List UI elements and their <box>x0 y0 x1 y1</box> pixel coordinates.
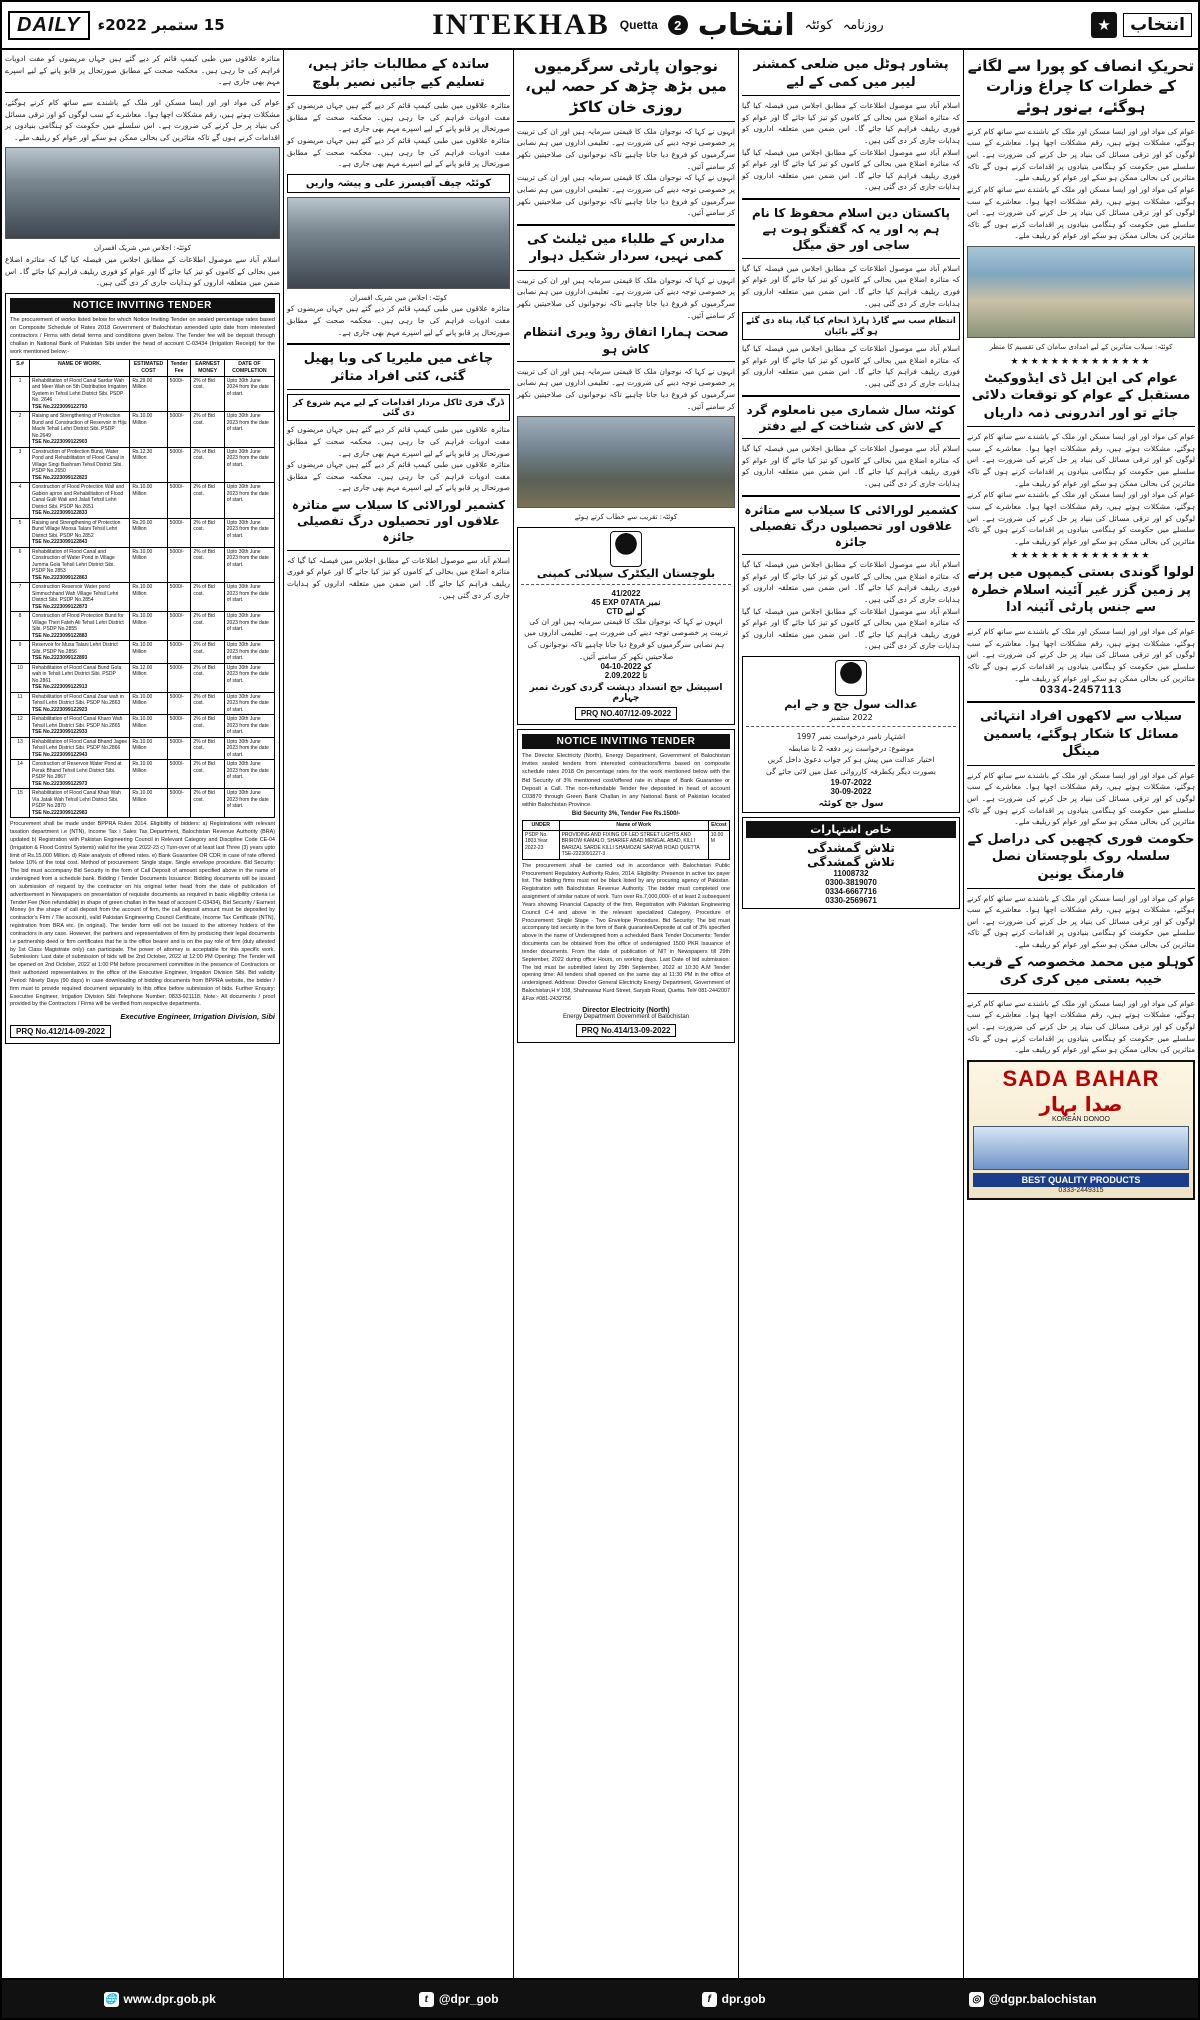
table-row <box>523 830 730 859</box>
footer-twitter[interactable] <box>419 1992 499 2007</box>
tender-notice-left <box>5 293 280 1044</box>
tender-footer-left: Procurement shall be made under BPPRA Rules 2014. Eligibility of bidders: a) Registrations with relevant taxation department i.e (NTN), Income Tax i Sales Tax Department, Balochistan Revenue Authority (BRA) updated b) Registration with Pakistan Engineering Council in Relevant Category and Discipline Code CE-04 (Irrigation & Flood Control Systems) valid for the year 2022-23 c) Turn-over of at least last Three (3) years upto limit of Rs.15.000 Million. d) Rate analysis of offered rates. e) Bank Guarantee OR CDR in case of rate offered below 10% of the total cost. Method of procurement: Single stage. Single envelope procedure. Bid Security: The bid must accompany Bid Security in the form of Call Deposit of amount specified above in the name of undersigned from a schedule bank. Bidding / Tender Documents Issuance: Bidding documents will be issued on submission of request by the contractor on his original letter head from the date of publication of advertisement in Newspapers on presentation of requisite documents as required in basic eligibility criteria i.e Tender Fee (Non refundable) in shape of green challan in the head of account C-03434), Bid Security / Earnest Money (in the shape of call deposit from the account of firm, the call deposit amount must be deposited by contractor's Firm / Tile account), valid Pakistan Engineering Council Certificate, Income Tax Certificate (NTN), registration from BRA etc. (in original). The tender form will not be issued to the attorney holders of the contractors in any case. However, the partners and representatives of firm by producing their legal documents i.e partnership deed or firm certificates that he is the office bearer and is on the pay role of firm (duly attested by 1st Class Magistrate only) can participate. The power of attorney is acceptable for this specific work. Submission: Last date of submission of bids will be 2nd October, 2022 at 12:00 PM Opening: The Tender will be opened on 2nd October, 2022 at 1:00 PM before procurement committee in the presence of Contractors or their authorized representatives in the office of the Executive Engineer, Irrigation Division Sibi. Bid validity Period: Ninety Days (90 days) in case downloading of bidding documents from BPPRA website, the bidder / firm must to provide required document separately to this office before submission of bids. Further Enquiry: Executive Engineer, Irrigation Division Sibi Telephone Number: 0833-921118. Note:- All documents / proof provided by the Contractors / Firms will be verified from respective departments. <box>10 821 275 1008</box>
cell-earnest-money: 2% of Bid cost. <box>191 518 224 547</box>
ad-strip: BEST QUALITY PRODUCTS <box>973 1173 1189 1187</box>
cell-estimated-cost: Rs.10.00 Million <box>130 412 167 448</box>
m1-kicker: انتظام سب سے گارڈ ہارڈ انجام کیا گیا، پناہ دی گئے ہو گئے بائیان <box>742 312 960 340</box>
m3-body-1b: متاثرہ علاقوں میں طبی کیمپ قائم کر دیے گئے ہیں جہاں مریضوں کو مفت ادویات فراہم کی جا رہی ہیں۔ محکمہ صحت کے مطابق صورتحال پر قابو پانے کے لیے اسپرے مہم بھی جاری ہے۔ <box>287 135 510 169</box>
subtitle-urdu: روزنامہ <box>842 17 884 33</box>
m3-headline-1: ساتدہ کے مطالبات جائز ہیں، تسلیم کیے جائیں نصیر بلوچ <box>307 57 490 90</box>
headline-3: لولوا گوندی بستی کیمپوں میں پرنے پر زمین گزر غیر آئینہ اسلام خطرہ سے جنس پارٹی آئینہ ادا <box>967 565 1195 616</box>
cell-tender-fee: 5000/- <box>167 692 191 715</box>
notice-signature: اسپیشل جج انسداد دہشت گردی کورٹ نمبر چہارم <box>529 683 723 704</box>
ad-phone: 0333-2449315 <box>1058 1186 1104 1194</box>
cell-date-of-completion: Upto 30th June 2023 from the date of start. <box>224 789 274 818</box>
cell-date-of-completion: Upto 30th June 2023 from the date of start. <box>224 583 274 612</box>
cell-date-of-completion: Upto 30th June 2023 from the date of start. <box>224 447 274 483</box>
classified-line-1: تلاش گمشدگی <box>807 840 895 855</box>
city-english: Quetta <box>619 18 658 32</box>
court-notice-heading: عدالت سول جج و جے ایم <box>784 698 918 712</box>
th-cost: E/cost <box>708 820 729 830</box>
cell-earnest-money: 2% of Bid cost. <box>191 692 224 715</box>
divider-stars-2: ★★★★★★★★★★★★★★ <box>1010 550 1152 561</box>
table-row <box>11 518 275 547</box>
cell-earnest-money: 2% of Bid cost. <box>191 789 224 818</box>
footer-facebook[interactable] <box>702 1992 766 2007</box>
m3-headline-2: چاغی میں ملیریا کی وبا پھیل گئی، کئی افراد متاثر <box>303 351 494 384</box>
title-urdu: انتخاب <box>697 7 795 43</box>
column-left <box>2 50 283 1980</box>
table-row <box>11 737 275 760</box>
th-name-of-work: NAME OF WORK. <box>30 360 130 377</box>
facebook-icon: f <box>702 1992 717 2007</box>
cell-date-of-completion: Upto 30th June 2023 from the date of start. <box>224 612 274 641</box>
cell-sno: 4 <box>11 483 30 519</box>
cell-earnest-money: 2% of Bid cost. <box>191 547 224 583</box>
court-notice-date-1: 19-07-2022 <box>830 777 872 787</box>
table-row <box>11 583 275 612</box>
prq-number-left: PRQ No.412/14-09-2022 <box>10 1025 111 1038</box>
m3-body-4: اسلام آباد سے موصول اطلاعات کے مطابق اجلاس میں فیصلہ کیا گیا کہ متاثرہ اضلاع میں بحالی کے کاموں کو تیز کیا جائے گا اور عوام کو فوری ریلیف فراہم کیا جائے گا۔ اس ضمن میں متعلقہ اداروں کو ہدایات جاری کر دی گئی ہیں۔ <box>287 555 510 600</box>
twitter-icon: t <box>419 1992 434 2007</box>
news-photo-meeting <box>287 197 510 289</box>
cell-estimated-cost: Rs.12.00 Million <box>130 663 167 692</box>
title-english: INTEKHAB <box>432 8 610 41</box>
left-body-2: عوام کی مواد اور اور ایسا مسکن اور ملک کے باشندے سے ساتھ کام کرنے ہوگئے، مشکلات ہوتے ہیں، رقم مشکلات اچھا ہوا۔ معاشرے کے سب لوگوں کو اور ترقی مسائل کی بنیاد پر حل کرنے کی ضرورت ہے۔ اس سلسلے میں حکومت کو ہنگامی بنیادوں پر اقدامات کرنے ہوں گے تاکہ متاثرین کی بحالی ممکن ہو سکے اور عوام کو ریلیف ملے۔ <box>5 97 280 142</box>
headline-6: کوہلو میں محمد مخصوصہ کے قریب خیبہ بستی میں کری کری <box>967 954 1195 988</box>
cell-date-of-completion: Upto 30th June 2023 from the date of start. <box>224 760 274 789</box>
star-icon: ★ <box>1091 12 1117 38</box>
cell-under: PSDP No. 1803 Year 2022-23 <box>523 830 560 859</box>
advertisement[interactable] <box>967 1060 1195 1200</box>
ad-brand-english: SADA BAHAR <box>1002 1065 1160 1091</box>
cell-date-of-completion: Upto 30th June 2023 from the date of start. <box>224 737 274 760</box>
th-under: UNDER <box>523 820 560 830</box>
classified-phone-4: 0330-2569671 <box>825 895 877 905</box>
cell-name-of-work: Rehabilitation of Flood Canal and Construction of Water Pond in Village Jumma Gola Tehsil Lehri District Sibi. PSDP No.2853 TSE No.2223099122863 <box>30 547 130 583</box>
electricity-notice-title: بلوچستان الیکٹرک سپلائی کمپنی <box>536 566 716 580</box>
tender-signature-2: Energy Department Government of Balochistan <box>562 1013 690 1020</box>
footer-instagram-label: @dgpr.balochistan <box>988 1992 1097 2006</box>
m2-body-2: انہوں نے کہا کہ نوجوان ملک کا قیمتی سرمایہ ہیں اور ان کی تربیت پر خصوصی توجہ دینے کی ضرورت ہے۔ تعلیمی اداروں میں ہم نصابی سرگرمیوں کو فروغ دیا جانا چاہیے تاکہ نوجوانوں کی صلاحیتیں نکھر کر سامنے آئیں۔ <box>517 275 735 320</box>
table-header-row <box>11 360 275 377</box>
table-row <box>11 612 275 641</box>
cell-earnest-money: 2% of Bid cost. <box>191 483 224 519</box>
cell-tender-fee: 5000/- <box>167 663 191 692</box>
th-estimated-cost: ESTIMATED COST <box>130 360 167 377</box>
cell-sno: 12 <box>11 715 30 738</box>
cell-date-of-completion: Upto 30th June 2023 from the date of start. <box>224 547 274 583</box>
divider-stars-1: ★★★★★★★★★★★★★★ <box>1010 355 1152 366</box>
cell-name-of-work: Rehabilitation of Flood Canal Zoar wah in Tehsil Lehri District Sibi. PSDP No.2863 TSE No.2223099122923 <box>30 692 130 715</box>
tender-signature-1: Director Electricity (North) <box>582 1006 670 1014</box>
m2-headline-3: صحت ہمارا اتفاق روڈ ویری انتظام کاش ہو <box>523 325 729 356</box>
m3-kicker: ڈرگ فری ٹاکل مردار اقدامات کے لیے مہم شروع کر دی گئی <box>287 394 510 421</box>
ad-tagline: KOREAN DONOO <box>1052 1115 1110 1123</box>
court-notice-line-4: بصورت دیگر یکطرفہ کارروائی عمل میں لائی جائے گی <box>766 766 936 776</box>
cell-tender-fee: 5000/- <box>167 760 191 789</box>
cell-tender-fee: 5000/- <box>167 547 191 583</box>
notice-item-1: 41/2022 <box>611 588 641 598</box>
tender-intro-left: The procurement of works listed below for which Notice Inviting Tender on sealed percentage rates based on Composite Schedule of Rates 2018 Government of Balochistan amended upto date from interested contractors / Firms with detail terms and conditions given below. The Tender fee will be deposit through challan in National Bank of Pakistan Sibi under the head of account C-03434 (Irrigation Receipt) for the work mentioned below:- <box>10 316 275 356</box>
m1-body-4: اسلام آباد سے موصول اطلاعات کے مطابق اجلاس میں فیصلہ کیا گیا کہ متاثرہ اضلاع میں بحالی کے کاموں کو تیز کیا جائے گا اور عوام کو فوری ریلیف فراہم کیا جائے گا۔ اس ضمن میں متعلقہ اداروں کو ہدایات جاری کر دی گئی ہیں۔ <box>742 444 960 488</box>
cell-tender-fee: 5000/- <box>167 483 191 519</box>
masthead <box>2 2 1198 50</box>
m1-body-1: اسلام آباد سے موصول اطلاعات کے مطابق اجلاس میں فیصلہ کیا گیا کہ متاثرہ اضلاع میں بحالی کے کاموں کو تیز کیا جائے گا اور عوام کو فوری ریلیف فراہم کیا جائے گا۔ اس ضمن میں متعلقہ اداروں کو ہدایات جاری کر دی گئی ہیں۔ <box>742 101 960 145</box>
cell-earnest-money: 2% of Bid cost. <box>191 760 224 789</box>
cell-tender-fee: 5000/- <box>167 789 191 818</box>
news-photo-crowd <box>517 416 735 508</box>
cell-date-of-completion: Upto 30th June 2023 from the date of start. <box>224 715 274 738</box>
cell-tender-fee: 5000/- <box>167 518 191 547</box>
th-date-completion: DATE OF COMPLETION <box>224 360 274 377</box>
cell-tender-fee: 5000/- <box>167 737 191 760</box>
cell-name-of-work: Construction of Flood Protection Wall and Gabion apron and Rehabilitation of Flood Canal Gulli Wali and Jalali Tehsil Lehri District Sibi. PSDP No.2651 TSE No.2223099122833 <box>30 483 130 519</box>
cell-earnest-money: 2% of Bid cost. <box>191 715 224 738</box>
m3-photo-caption: کوئٹہ: اجلاس میں شریک افسران <box>350 293 447 302</box>
th-earnest-money: EARNEST MONEY <box>191 360 224 377</box>
classified-phone-1: 11008732 <box>833 868 869 878</box>
cell-estimated-cost: Rs.10.00 Million <box>130 692 167 715</box>
table-row <box>11 663 275 692</box>
masthead-center <box>432 8 884 43</box>
cell-estimated-cost: Rs.10.00 Million <box>130 789 167 818</box>
cell-tender-fee: 5000/- <box>167 612 191 641</box>
city-urdu: کوئٹہ <box>804 17 833 33</box>
cell-earnest-money: 2% of Bid cost. <box>191 447 224 483</box>
cell-estimated-cost: Rs.10.00 Million <box>130 737 167 760</box>
contact-phone-right: 0334-2457113 <box>1039 684 1123 697</box>
classified-heading: خاص اشتہارات <box>746 821 956 838</box>
tender-table-right <box>522 820 730 860</box>
cell-earnest-money: 2% of Bid cost. <box>191 612 224 641</box>
m1-body-1b: اسلام آباد سے موصول اطلاعات کے مطابق اجلاس میں فیصلہ کیا گیا کہ متاثرہ اضلاع میں بحالی کے کاموں کو تیز کیا جائے گا اور عوام کو فوری ریلیف فراہم کیا جائے گا۔ اس ضمن میں متعلقہ اداروں کو ہدایات جاری کر دی گئی ہیں۔ <box>742 147 960 192</box>
cell-name-of-work: Rehabilitation of Flood Canal Bhand Jagee Tehsil Lehri District Sibi. PSDP No.2866 TSE No.2223099122943 <box>30 737 130 760</box>
cell-date-of-completion: Upto 30th June 2023 from the date of start. <box>224 692 274 715</box>
bid-security-note: Bid Security 3%, Tender Fee Rs.1500/- <box>571 810 681 817</box>
m3-body-2: متاثرہ علاقوں میں طبی کیمپ قائم کر دیے گئے ہیں جہاں مریضوں کو مفت ادویات فراہم کی جا رہی ہیں۔ محکمہ صحت کے مطابق صورتحال پر قابو پانے کے لیے اسپرے مہم بھی جاری ہے۔ <box>287 304 510 337</box>
cell-earnest-money: 2% of Bid cost. <box>191 663 224 692</box>
cell-estimated-cost: Rs.10.00 Million <box>130 583 167 612</box>
article-body-1: عوام کی مواد اور اور ایسا مسکن اور ملک کے باشندے سے ساتھ کام کرنے ہوگئے، مشکلات ہوتے ہیں، رقم مشکلات اچھا ہوا۔ معاشرے کے سب لوگوں کو اور ترقی مسائل کی بنیاد پر حل کرنے کی ضرورت ہے۔ اس سلسلے میں حکومت کو ہنگامی بنیادوں پر اقدامات کرنے ہوں گے تاکہ متاثرین کی بحالی ممکن ہو سکے اور عوام کو ریلیف ملے۔ <box>967 126 1195 183</box>
article-body-6: عوام کی مواد اور اور ایسا مسکن اور ملک کے باشندے سے ساتھ کام کرنے ہوگئے، مشکلات ہوتے ہیں، رقم مشکلات اچھا ہوا۔ معاشرے کے سب لوگوں کو اور ترقی مسائل کی بنیاد پر حل کرنے کی ضرورت ہے۔ اس سلسلے میں حکومت کو ہنگامی بنیادوں پر اقدامات کرنے ہوں گے تاکہ متاثرین کی بحالی ممکن ہو سکے اور عوام کو ریلیف ملے۔ <box>967 998 1195 1055</box>
cell-cost: 10.00 M <box>708 830 729 859</box>
cell-sno: 8 <box>11 612 30 641</box>
prq-number-mid2: PRQ NO.407/12-09-2022 <box>575 707 677 720</box>
m1-headline-1: پشاور ہوٹل میں ضلعی کمشنر لیبر میں کمی کے لیے <box>753 57 949 90</box>
table-row <box>11 641 275 664</box>
cell-name-of-work: Raising and Strengthening of Protection Bund and Construction of Reservoir in Hiju Machi Tehsil Lehri District Sibi. PSDP No.2649 TSE No.2223099122903 <box>30 412 130 448</box>
cell-name-of-work: Rehabilitation of Flood Canal Sardar Wah and Meer Wah on 5th Distribution Irrigation System in Tehsil Lehri District Sibi. PSDP No. 2646 TSE No.2223099122793 <box>30 376 130 412</box>
m1-body-5b: اسلام آباد سے موصول اطلاعات کے مطابق اجلاس میں فیصلہ کیا گیا کہ متاثرہ اضلاع میں بحالی کے کاموں کو تیز کیا جائے گا اور عوام کو فوری ریلیف فراہم کیا جائے گا۔ اس ضمن میں متعلقہ اداروں کو ہدایات جاری کر دی گئی ہیں۔ <box>742 606 960 651</box>
classified-line-2: تلاش گمشدگی <box>807 854 895 869</box>
th-sno: S.# <box>11 360 30 377</box>
tender-title-right: NOTICE INVITING TENDER <box>522 734 730 749</box>
cell-tender-fee: 5000/- <box>167 583 191 612</box>
m2-photo-caption: کوئٹہ: تقریب سے خطاب کرتے ہوئے <box>574 513 678 522</box>
cell-name-of-work: Reservoir for Musa Talani Lehri District Sibi. PSDP No.2856 TSE No.2223099122893 <box>30 641 130 664</box>
cell-sno: 7 <box>11 583 30 612</box>
cell-earnest-money: 2% of Bid cost. <box>191 376 224 412</box>
court-notice-line-3: اختیار عدالت میں پیش ہو کر جواب دعویٰ داخل کریں <box>767 755 935 765</box>
m1-headline-3: کوئٹہ سال شماری میں نامعلوم گرد کے لاش کی شناخت کے لیے دفتر <box>746 402 956 433</box>
publication-date: 15 ستمبر 2022ء <box>97 16 225 34</box>
column-right <box>963 50 1198 1980</box>
m2-body-1: انہوں نے کہا کہ نوجوان ملک کا قیمتی سرمایہ ہیں اور ان کی تربیت پر خصوصی توجہ دینے کی ضرورت ہے۔ تعلیمی اداروں میں ہم نصابی سرگرمیوں کو فروغ دیا جانا چاہیے تاکہ نوجوانوں کی صلاحیتیں نکھر کر سامنے آئیں۔ <box>517 126 735 171</box>
table-row <box>11 412 275 448</box>
notice-item-4: 04-10-2022 کو <box>600 662 652 672</box>
article-body-4: عوام کی مواد اور اور ایسا مسکن اور ملک کے باشندے سے ساتھ کام کرنے ہوگئے، مشکلات ہوتے ہیں، رقم مشکلات اچھا ہوا۔ معاشرے کے سب لوگوں کو اور ترقی مسائل کی بنیاد پر حل کرنے کی ضرورت ہے۔ اس سلسلے میں حکومت کو ہنگامی بنیادوں پر اقدامات کرنے ہوں گے تاکہ متاثرین کی بحالی ممکن ہو سکے اور عوام کو ریلیف ملے۔ <box>967 770 1195 827</box>
instagram-icon: ◎ <box>969 1992 984 2007</box>
article-body-2b: عوام کی مواد اور اور ایسا مسکن اور ملک کے باشندے سے ساتھ کام کرنے ہوگئے، مشکلات ہوتے ہیں، رقم مشکلات اچھا ہوا۔ معاشرے کے سب لوگوں کو اور ترقی مسائل کی بنیاد پر حل کرنے کی ضرورت ہے۔ اس سلسلے میں حکومت کو ہنگامی بنیادوں پر اقدامات کرنے ہوں گے تاکہ متاثرین کی بحالی ممکن ہو سکے اور عوام کو ریلیف ملے۔ <box>967 490 1195 546</box>
m1-headline-4: کشمیر لورالائی کا سیلاب سے متاثرہ علاقوں اور تحصیلوں درگ تفصیلی جائزہ <box>744 502 958 549</box>
classified-phone-3: 0334-6667716 <box>825 886 877 896</box>
table-row <box>11 447 275 483</box>
cell-sno: 2 <box>11 412 30 448</box>
cell-name-of-work: Construction of Reservoir Water Pond at Perak Bhand Tehsil Lehri District Sibi. PSDP No.2867 TSE No.2223099122973 <box>30 760 130 789</box>
table-header-row <box>523 820 730 830</box>
footer-instagram[interactable] <box>969 1992 1097 2007</box>
globe-icon: 🌐 <box>104 1993 118 2005</box>
headline-4: سیلاب سے لاکھوں افراد انتہائی مسائل کا شکار ہوگئے، یاسمین مینگل <box>980 709 1182 760</box>
court-notice <box>742 656 960 813</box>
cell-estimated-cost: Rs.29.00 Million <box>130 376 167 412</box>
table-row <box>11 376 275 412</box>
cell-date-of-completion: Upto 30th June 2023 from the date of start. <box>224 412 274 448</box>
cell-tender-fee: 5000/- <box>167 412 191 448</box>
notice-item-3: CTD کے لیے <box>606 606 646 616</box>
footer-twitter-label: @dpr_gob <box>438 1992 499 2006</box>
left-body-1: متاثرہ علاقوں میں طبی کیمپ قائم کر دیے گئے ہیں جہاں مریضوں کو مفت ادویات فراہم کی جا رہی ہیں۔ محکمہ صحت کے مطابق صورتحال پر قابو پانے کے لیے اسپرے مہم بھی جاری ہے۔ <box>5 54 280 87</box>
prq-number-right: PRQ No.414/13-09-2022 <box>576 1024 677 1037</box>
tender-footer-right: The procurement shall be carried out in accordance with Balochistan Public Procurement Regulatory Authority Rules, 2014. Eligibility: Presence in active tax payer list. The bidding firms must not be black listed by any procuring agency of Pakistan. Registration with Balochistan Revenue Authority. The bidder must completed one assignment of similar nature of work. Turn over Rs.7,000,000/- of at least 2 subsequent Years showing Financial Capacity of the firm. Registration with Pakistan Engineering Council C-4 and above in the relevant specialized Category. Procedure of Procurement: Single Stage - Two Envelope Procedure. Bid Security: The bid must accompany bid security in the form of Bank guarantee/Deposite at call of 3% specified above in the name of Undersigned from a scheduled Bank Tender Documents: Tender documents can be obtained from the office of undersigned 1500 PKR Issuance of tender documents. From the date of publication of NIT in Newspapers till 29th September, 2022 during office Hours, on working days. Last Date of bid submission: The bid must be submitted latest by 29th September, 2022 at 10:30 A.M Tender opening time: All tenders shall opened on the same day at 11:30 PM in the office of undersigned. Address: Director General Electricity Energy Department, Government of Balochistan,H # 108, Shahnawaz Kurd Street, Saryab Road, Quetta. Tel# 081-2442007 &Fax #081-2432756 <box>522 862 730 1002</box>
cell-date-of-completion: Upto 30th June 2023 from the date of start. <box>224 663 274 692</box>
court-notice-date: 2022 ستمبر <box>829 713 873 723</box>
m3-body-3: متاثرہ علاقوں میں طبی کیمپ قائم کر دیے گئے ہیں جہاں مریضوں کو مفت ادویات فراہم کی جا رہی ہیں۔ محکمہ صحت کے مطابق صورتحال پر قابو پانے کے لیے اسپرے مہم بھی جاری ہے۔ <box>287 425 510 458</box>
left-body-3: اسلام آباد سے موصول اطلاعات کے مطابق اجلاس میں فیصلہ کیا گیا کہ متاثرہ اضلاع میں بحالی کے کاموں کو تیز کیا جائے گا اور عوام کو فوری ریلیف فراہم کیا جائے گا۔ اس ضمن میں متعلقہ اداروں کو ہدایات جاری کر دی گئی ہیں۔ <box>5 254 280 288</box>
headline-2: عوام کی این ایل ڈی ایڈووکیٹ مستقبل کے عوام کو توقعات دلائی جائے تو اور اندرونی ذمہ داریاں <box>971 370 1191 421</box>
company-emblem-icon <box>610 531 642 567</box>
cell-estimated-cost: Rs.12.30 Million <box>130 447 167 483</box>
logo-urdu: انتخاب <box>1123 13 1192 37</box>
tender-intro-right: The Director Electricity (North), Energy Department, Government of Balochistan invites sealed tenders from interested contractors/firms based on composite schedule rates 2018 On percentage rates for the work mentioned below with the Bid Security of 3% mentioned cost/offered rate in shape of Bank Guarantee or Deposit a Call. The non-refundable Tender fee deposited in head of account C03870 through Green Bank Challan in any National Bank of Pakistan located within Balochistan Province. <box>522 753 730 808</box>
photo-caption-1: کوئٹہ: سیلاب متاثرین کے لیے امدادی سامان کی تقسیم کا منظر <box>989 343 1173 351</box>
article-body-1b: عوام کی مواد اور اور ایسا مسکن اور ملک کے باشندے سے ساتھ کام کرنے ہوگئے، مشکلات ہوتے ہیں، رقم مشکلات اچھا ہوا۔ معاشرے کے سب لوگوں کو اور ترقی مسائل کی بنیاد پر حل کرنے کی ضرورت ہے۔ اس سلسلے میں حکومت کو ہنگامی بنیادوں پر اقدامات کرنے ہوں گے تاکہ متاثرین کی بحالی ممکن ہو سکے اور عوام کو ریلیف ملے۔ <box>967 184 1195 241</box>
m3-headline-3: کشمیر لورالائی کا سیلاب سے متاثرہ علاقوں اور تحصیلوں درگ تفصیلی جائزہ <box>291 498 506 545</box>
ad-product-image <box>973 1126 1189 1170</box>
notice-item-5: 2.09.2022 تا <box>604 671 648 681</box>
masthead-left <box>8 11 225 40</box>
headline-1: تحریکِ انصاف کو پورا سے لگانے کے خطرات کا چراغ وزارت ہوگئے، بےنور ہوئے <box>967 57 1195 116</box>
cell-date-of-completion: Upto 30th June 2023 from the date of start. <box>224 483 274 519</box>
column-mid-1 <box>738 50 963 1980</box>
cell-sno: 11 <box>11 692 30 715</box>
cell-sno: 3 <box>11 447 30 483</box>
cell-name-of-work: Raising and Strengthening of Protection Bund Village Moosa Talani Tehsil Lehri District Sibi. PSDP No.2852 TSE No.2223099122843 <box>30 518 130 547</box>
cell-name-of-work: Rehabilitation of Flood Canal Bund Gola wah in Tehsil Lehri District Sibi. PSDP No.2861 TSE No.2223099122913 <box>30 663 130 692</box>
article-body-2: عوام کی مواد اور اور ایسا مسکن اور ملک کے باشندے سے ساتھ کام کرنے ہوگئے، مشکلات ہوتے ہیں، رقم مشکلات اچھا ہوا۔ معاشرے کے سب لوگوں کو اور ترقی مسائل کی بنیاد پر حل کرنے کی ضرورت ہے۔ اس سلسلے میں حکومت کو ہنگامی بنیادوں پر اقدامات کرنے ہوں گے تاکہ متاثرین کی بحالی ممکن ہو سکے اور عوام کو ریلیف ملے۔ <box>967 432 1195 488</box>
daily-label: DAILY <box>8 11 90 40</box>
cell-estimated-cost: Rs.10.00 Million <box>130 641 167 664</box>
cell-sno: 6 <box>11 547 30 583</box>
m2-headline-1: نوجوان پارٹی سرگرمیوں میں بڑھ چڑھ کر حصہ لیں، روزی خان کاکڑ <box>525 57 727 116</box>
cell-sno: 15 <box>11 789 30 818</box>
cell-estimated-cost: Rs.10.00 Million <box>130 760 167 789</box>
cell-sno: 14 <box>11 760 30 789</box>
cell-sno: 13 <box>11 737 30 760</box>
cell-date-of-completion: Upto 30th June 2023 from the date of start. <box>224 518 274 547</box>
cell-earnest-money: 2% of Bid cost. <box>191 583 224 612</box>
court-notice-line-1: اشتہار نامبر درخواست نمبر 1997 <box>796 732 906 742</box>
cell-sno: 9 <box>11 641 30 664</box>
m1-body-3: اسلام آباد سے موصول اطلاعات کے مطابق اجلاس میں فیصلہ کیا گیا کہ متاثرہ اضلاع میں بحالی کے کاموں کو تیز کیا جائے گا اور عوام کو فوری ریلیف فراہم کیا جائے گا۔ اس ضمن میں متعلقہ اداروں کو ہدایات جاری کر دی گئی ہیں۔ <box>742 344 960 389</box>
article-body-5: عوام کی مواد اور اور ایسا مسکن اور ملک کے باشندے سے ساتھ کام کرنے ہوگئے، مشکلات ہوتے ہیں، رقم مشکلات اچھا ہوا۔ معاشرے کے سب لوگوں کو اور ترقی مسائل کی بنیاد پر حل کرنے کی ضرورت ہے۔ اس سلسلے میں حکومت کو ہنگامی بنیادوں پر اقدامات کرنے ہوں گے تاکہ متاثرین کی بحالی ممکن ہو سکے اور عوام کو ریلیف ملے۔ <box>967 893 1195 950</box>
cell-estimated-cost: Rs.10.00 Million <box>130 612 167 641</box>
notice-body: انہوں نے کہا کہ نوجوان ملک کا قیمتی سرمایہ ہیں اور ان کی تربیت پر خصوصی توجہ دینے کی ضرورت ہے۔ تعلیمی اداروں میں ہم نصابی سرگرمیوں کو فروغ دیا جانا چاہیے تاکہ نوجوانوں کی صلاحیتیں نکھر کر سامنے آئیں۔ <box>524 616 728 661</box>
table-row <box>11 715 275 738</box>
m2-body-1b: انہوں نے کہا کہ نوجوان ملک کا قیمتی سرمایہ ہیں اور ان کی تربیت پر خصوصی توجہ دینے کی ضرورت ہے۔ تعلیمی اداروں میں ہم نصابی سرگرمیوں کو فروغ دیا جانا چاہیے تاکہ نوجوانوں کی صلاحیتیں نکھر کر سامنے آئیں۔ <box>517 173 735 218</box>
page-body <box>2 50 1198 1980</box>
m3-body-1: متاثرہ علاقوں میں طبی کیمپ قائم کر دیے گئے ہیں جہاں مریضوں کو مفت ادویات فراہم کی جا رہی ہیں۔ محکمہ صحت کے مطابق صورتحال پر قابو پانے کے لیے اسپرے مہم بھی جاری ہے۔ <box>287 101 510 134</box>
table-row <box>11 760 275 789</box>
m1-body-5: اسلام آباد سے موصول اطلاعات کے مطابق اجلاس میں فیصلہ کیا گیا کہ متاثرہ اضلاع میں بحالی کے کاموں کو تیز کیا جائے گا اور عوام کو فوری ریلیف فراہم کیا جائے گا۔ اس ضمن میں متعلقہ اداروں کو ہدایات جاری کر دی گئی ہیں۔ <box>742 560 960 604</box>
headline-5: حکومت فوری کچھیں کی دراصل کے سلسلہ روک بلوچستان نصل فارمنگ یونین <box>967 831 1195 883</box>
m3-body-3b: متاثرہ علاقوں میں طبی کیمپ قائم کر دیے گئے ہیں جہاں مریضوں کو مفت ادویات فراہم کی جا رہی ہیں۔ محکمہ صحت کے مطابق صورتحال پر قابو پانے کے لیے اسپرے مہم بھی جاری ہے۔ <box>287 460 510 493</box>
court-notice-date-2: 30-09-2022 <box>830 786 872 796</box>
tender-notice-right <box>517 729 735 1042</box>
table-row <box>11 692 275 715</box>
cell-tender-fee: 5000/- <box>167 641 191 664</box>
cell-earnest-money: 2% of Bid cost. <box>191 641 224 664</box>
government-emblem-icon <box>835 660 867 696</box>
table-row <box>11 547 275 583</box>
table-row <box>11 483 275 519</box>
cell-date-of-completion: Upto 30th June 2023 from the date of start. <box>224 641 274 664</box>
court-notice-signature: سول جج کوئٹہ <box>818 798 884 809</box>
m3-sidebar-box <box>287 174 510 193</box>
column-mid-2 <box>513 50 738 1980</box>
cell-name-of-work: Rehabilitation of Flood Canal Kharo Wah Tehsil Lehri District Sibi. PSDP No.2865 TSE No.2223099122933 <box>30 715 130 738</box>
tender-title-left: NOTICE INVITING TENDER <box>10 298 275 313</box>
left-photo-caption: کوئٹہ: اجلاس میں شریک افسران <box>94 244 191 253</box>
tender-table-left <box>10 359 275 818</box>
classified-box <box>742 817 960 909</box>
masthead-right <box>1091 12 1192 38</box>
cell-name-of-work: Construction of Protection Bund, Water Pond and Rehabilitation of Flood Canal in Village Singi Bashram Tehsil District Sibi. PSDP No.2650 TSE No.2223099122823 <box>30 447 130 483</box>
cell-sno: 10 <box>11 663 30 692</box>
footer-website[interactable] <box>104 1992 216 2007</box>
cell-sno: 5 <box>11 518 30 547</box>
footer-website-label: www.dpr.gob.pk <box>123 1992 216 2006</box>
court-notice-line-2: موضوع: درخواست زیر دفعہ 2 تا ضابطہ <box>788 743 914 753</box>
news-photo-officials <box>5 147 280 239</box>
footer-facebook-label: dpr.gob <box>721 1992 766 2006</box>
m1-headline-2: پاکستان دین اسلام محفوظ کا نام ہم پہ اور یہ کہ گفتگو ہوت ہے ساجی اور حق میگل <box>751 206 950 253</box>
cell-tender-fee: 5000/- <box>167 447 191 483</box>
column-mid-3 <box>283 50 513 1980</box>
cell-estimated-cost: Rs.10.00 Million <box>130 715 167 738</box>
cell-earnest-money: 2% of Bid cost. <box>191 412 224 448</box>
th-work: Name of Work <box>559 820 708 830</box>
m1-body-2: اسلام آباد سے موصول اطلاعات کے مطابق اجلاس میں فیصلہ کیا گیا کہ متاثرہ اضلاع میں بحالی کے کاموں کو تیز کیا جائے گا اور عوام کو فوری ریلیف فراہم کیا جائے گا۔ اس ضمن میں متعلقہ اداروں کو ہدایات جاری کر دی گئی ہیں۔ <box>742 263 960 308</box>
ad-brand-urdu: صدا بہار <box>1039 1091 1123 1116</box>
m2-body-3: انہوں نے کہا کہ نوجوان ملک کا قیمتی سرمایہ ہیں اور ان کی تربیت پر خصوصی توجہ دینے کی ضرورت ہے۔ تعلیمی اداروں میں ہم نصابی سرگرمیوں کو فروغ دیا جانا چاہیے تاکہ نوجوانوں کی صلاحیتیں نکھر کر سامنے آئیں۔ <box>517 366 735 411</box>
classified-phone-2: 0300-3819070 <box>825 877 877 887</box>
cell-tender-fee: 5000/- <box>167 715 191 738</box>
m2-headline-2: مدارس کے طلباء میں ٹیلنٹ کی کمی نہیں، سردار شکیل دہوار <box>527 231 725 265</box>
cell-estimated-cost: Rs.10.00 Million <box>130 547 167 583</box>
news-photo-river <box>967 246 1195 338</box>
th-tender-fee: Tender Fee <box>167 360 191 377</box>
article-body-3: عوام کی مواد اور اور ایسا مسکن اور ملک کے باشندے سے ساتھ کام کرنے ہوگئے، مشکلات ہوتے ہیں، رقم مشکلات اچھا ہوا۔ معاشرے کے سب لوگوں کو اور ترقی مسائل کی بنیاد پر حل کرنے کی ضرورت ہے۔ اس سلسلے میں حکومت کو ہنگامی بنیادوں پر اقدامات کرنے ہوں گے تاکہ متاثرین کی بحالی ممکن ہو سکے اور عوام کو ریلیف ملے۔ <box>967 627 1195 683</box>
tender-signature-left: Executive Engineer, Irrigation Division, Sibi <box>120 1012 275 1022</box>
cell-estimated-cost: Rs.10.00 Million <box>130 483 167 519</box>
cell-date-of-completion: Upto 30th June 2024 from the date of start. <box>224 376 274 412</box>
cell-estimated-cost: Rs.20.00 Million <box>130 518 167 547</box>
page-number: 2 <box>668 15 688 35</box>
cell-earnest-money: 2% of Bid cost. <box>191 737 224 760</box>
cell-tender-fee: 5000/- <box>167 376 191 412</box>
table-row <box>11 789 275 818</box>
cell-work: PROVIDING AND FIXING OF LED STREET LIGHTS AND BRIROW KAMALO, SHARIEF ABAD MENGAL ABAD, KILLI BARIZAL SARDE KILLI SHAMOZAI SARYAB ROAD QUETTA TSE-2223091227-3 <box>559 830 708 859</box>
cell-sno: 1 <box>11 376 30 412</box>
electricity-notice <box>517 527 735 726</box>
notice-item-2: 45 EXP 07ATA نمبر <box>591 597 661 607</box>
page-footer <box>2 1978 1198 2018</box>
cell-name-of-work: Rehabilitation of Flood Canal Khair Wah Via Jatak Wah Tehsil Lehri District Sibi. PSDP No.2870 TSE No.2223099122983 <box>30 789 130 818</box>
cell-name-of-work: Construction Reservoir Water pond Simmuchhand Wah Village Tehsil Lehri District Sibi. PSDP No.2854 TSE No.2223099122873 <box>30 583 130 612</box>
cell-name-of-work: Construction of Flood Protection Bund for Village Theri Fateh Ali Tehsil Lehri District Sibi. PSDP No.2855 TSE No.2223099122883 <box>30 612 130 641</box>
m3-box-heading: کوئٹہ چیف آفیسرز علی و پیشہ واریں <box>305 177 492 189</box>
